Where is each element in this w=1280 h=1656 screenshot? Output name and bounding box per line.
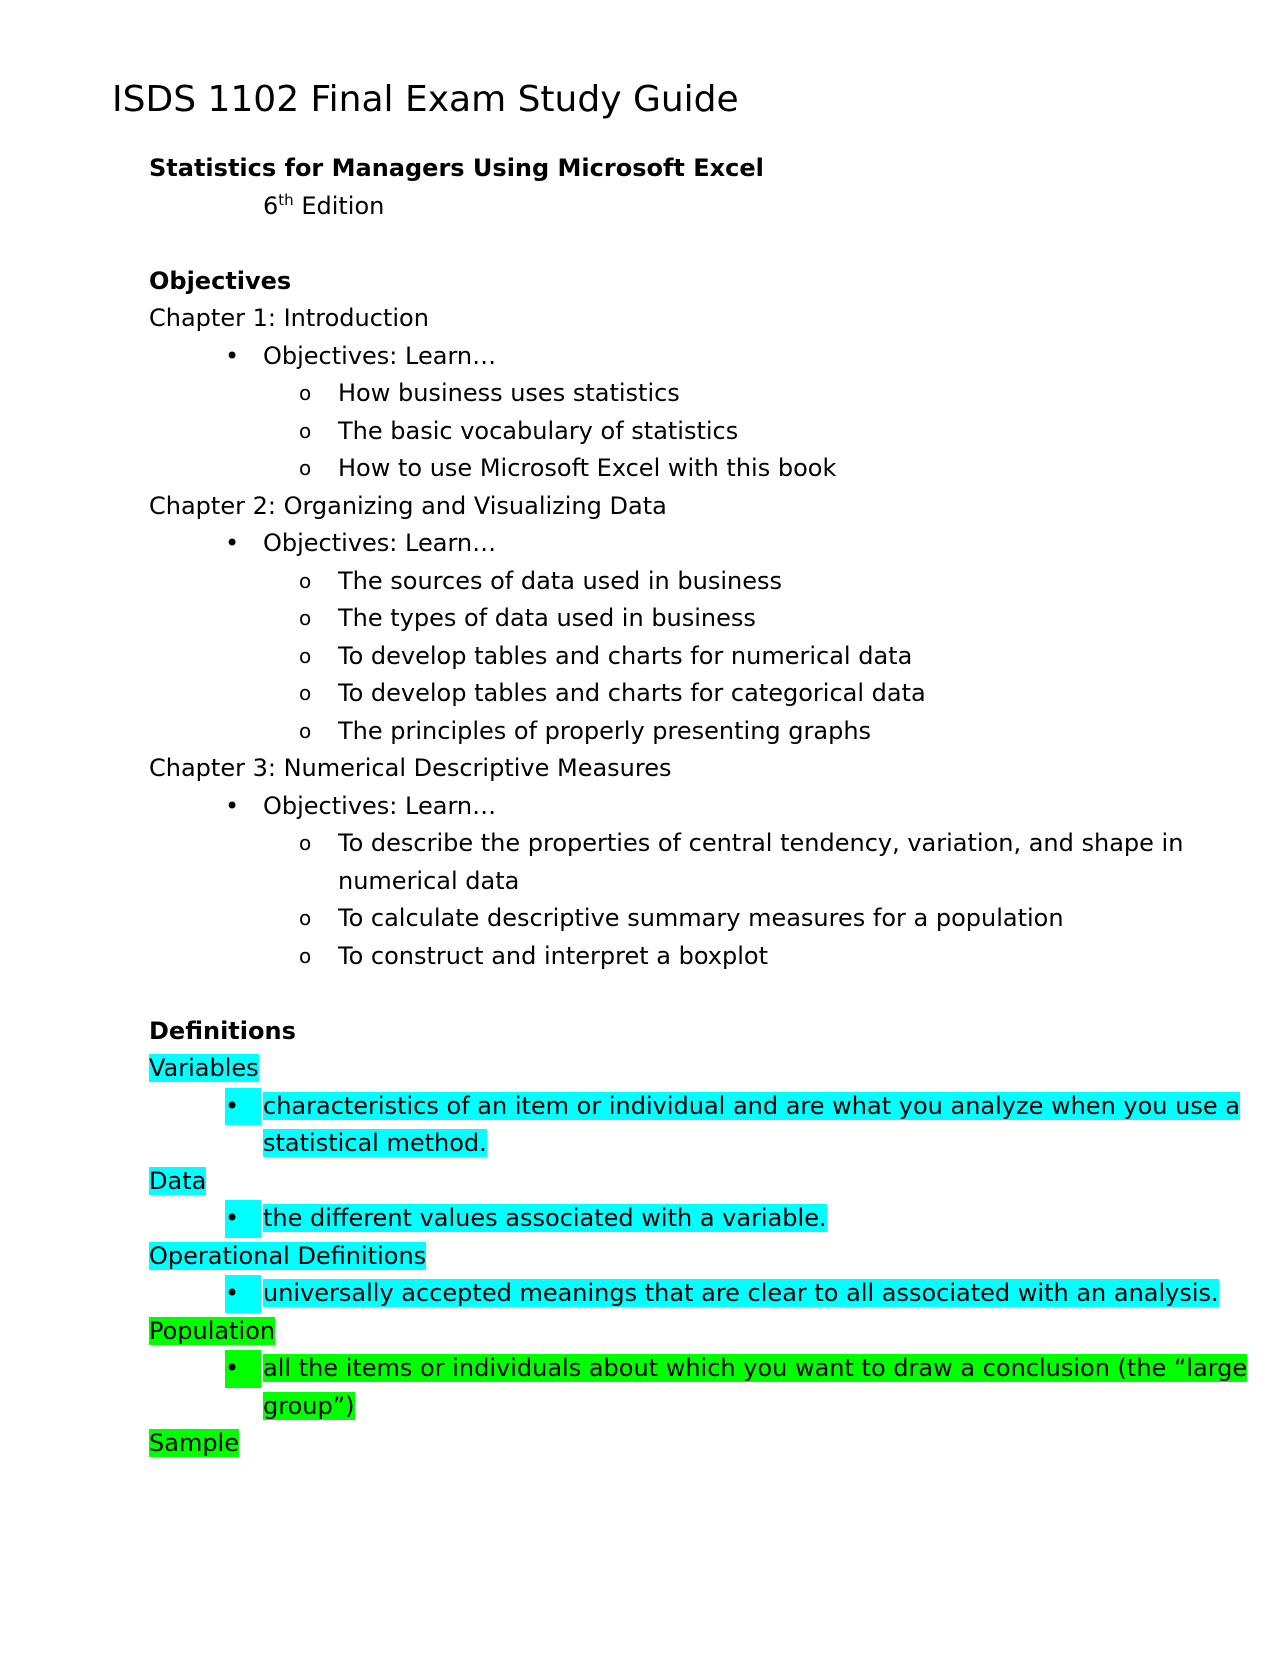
definition-term — [149, 1163, 1149, 1201]
edition-suffix: th — [278, 190, 294, 209]
objectives-heading: Objectives — [149, 266, 292, 295]
bullet-label: Objectives: Learn… — [263, 341, 497, 370]
list-item-text: The types of data used in business — [338, 604, 756, 632]
book-edition — [149, 188, 1149, 226]
sub-bullet-marker: o — [299, 943, 312, 968]
definitions-heading: Definitions — [149, 1016, 296, 1045]
definition-body: universally accepted meanings that are clear to all associated with an analysis. — [263, 1279, 1219, 1307]
list-item-text: To calculate descriptive summary measures for a population — [338, 904, 1064, 932]
book-title: Statistics for Managers Using Microsoft Excel — [149, 154, 764, 182]
edition-label: Edition — [301, 191, 385, 220]
definition-text — [149, 1350, 1259, 1425]
definition-body: all the items or individuals about which you want to draw a conclusion (the “large group”) — [263, 1354, 1248, 1420]
term-text: Variables — [149, 1054, 259, 1082]
list-item — [149, 450, 1149, 488]
sub-bullet-marker: o — [299, 381, 312, 405]
list-item-text: The sources of data used in business — [338, 566, 782, 595]
list-item-text: To develop tables and charts for categorical data — [338, 679, 926, 707]
sub-bullet-marker: o — [299, 681, 312, 705]
definition-text — [149, 1200, 1259, 1238]
page-title: ISDS 1102 Final Exam Study Guide — [112, 79, 739, 120]
list-item — [149, 825, 1268, 900]
sub-bullet-marker: o — [299, 456, 312, 480]
chapter-2-title: Chapter 2: Organizing and Visualizing Data — [149, 491, 667, 520]
document-body — [149, 150, 1248, 1463]
list-item — [149, 375, 1149, 413]
term-text: Sample — [149, 1429, 239, 1457]
chapter-2-objectives-bullet — [149, 525, 1149, 563]
list-item — [149, 675, 1149, 713]
definition-body: the different values associated with a variable. — [263, 1204, 827, 1232]
chapter-3-objectives-bullet — [149, 788, 1149, 826]
list-item — [149, 638, 1149, 676]
chapter-1-objectives-bullet — [149, 338, 1149, 376]
definition-term — [149, 1313, 1149, 1351]
definition-body: characteristics of an item or individual and are what you analyze when you use a statistical method. — [263, 1091, 1240, 1157]
bullet-marker: • — [225, 1088, 261, 1126]
list-item-text: The principles of properly presenting graphs — [338, 716, 872, 745]
sub-bullet-marker: o — [299, 643, 312, 668]
list-item — [149, 938, 1149, 976]
term-text: Operational Definitions — [149, 1241, 427, 1270]
definition-term — [149, 1050, 1149, 1088]
list-item — [149, 413, 1149, 451]
bullet-marker: • — [225, 1275, 261, 1313]
chapter-1-title: Chapter 1: Introduction — [149, 304, 429, 332]
list-item-text: To develop tables and charts for numerical data — [338, 641, 913, 670]
list-item-text: To construct and interpret a boxplot — [338, 941, 769, 970]
sub-bullet-marker: o — [299, 831, 312, 855]
bullet-marker: • — [225, 529, 240, 557]
list-item-text: How business uses statistics — [338, 379, 680, 407]
list-item — [149, 563, 1149, 601]
sub-bullet-marker: o — [299, 718, 312, 743]
bullet-label: Objectives: Learn… — [263, 529, 497, 557]
definition-text — [149, 1275, 1259, 1313]
definition-term — [149, 1425, 1149, 1463]
list-item — [149, 600, 1149, 638]
list-item-text: How to use Microsoft Excel with this book — [338, 454, 837, 482]
sub-bullet-marker: o — [299, 606, 312, 630]
term-text: Population — [149, 1316, 276, 1345]
edition-number: 6 — [263, 191, 279, 220]
definition-text — [149, 1088, 1259, 1163]
chapter-3-title: Chapter 3: Numerical Descriptive Measures — [149, 754, 672, 782]
list-item-text: The basic vocabulary of statistics — [338, 416, 739, 445]
bullet-marker: • — [225, 1350, 261, 1388]
sub-bullet-marker: o — [299, 418, 312, 443]
bullet-marker: • — [225, 791, 240, 820]
sub-bullet-marker: o — [299, 906, 312, 930]
bullet-marker: • — [225, 1200, 261, 1238]
bullet-marker: • — [225, 341, 240, 370]
list-item — [149, 900, 1149, 938]
term-text: Data — [149, 1166, 207, 1195]
list-item-text: To describe the properties of central tendency, variation, and shape in numerical data — [338, 829, 1184, 895]
sub-bullet-marker: o — [299, 568, 312, 593]
bullet-label: Objectives: Learn… — [263, 791, 497, 820]
list-item — [149, 713, 1149, 751]
definition-term — [149, 1238, 1149, 1276]
